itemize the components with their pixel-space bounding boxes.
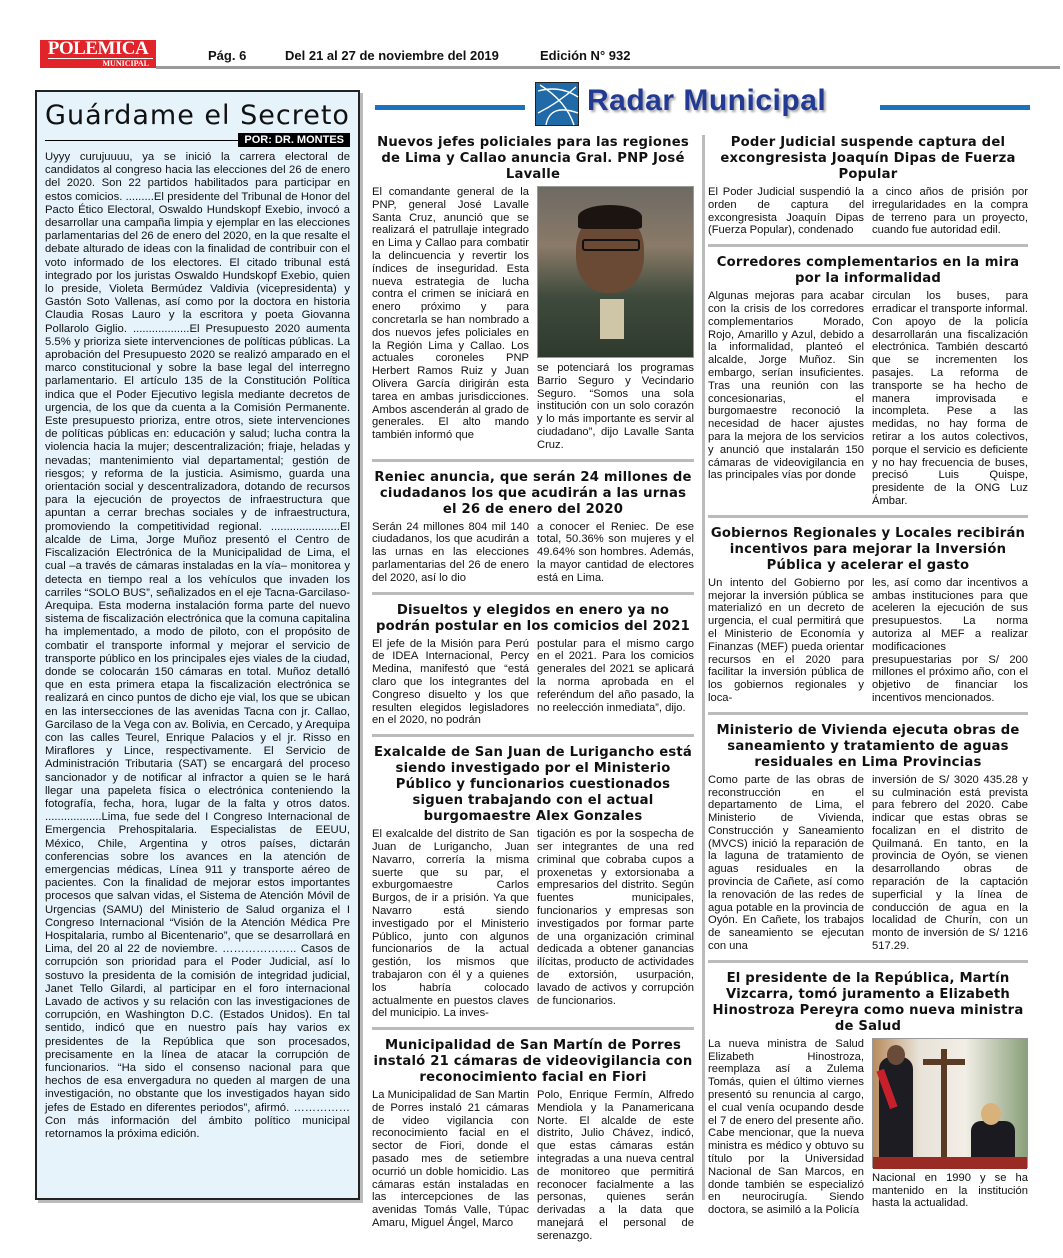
article-headline: Reniec anuncia, que serán 24 millones de ciudadanos los que acudirán a las urnas el 26 de enero del 2020 [374,469,692,517]
article-headline: Ministerio de Vivienda ejecuta obras de saneamiento y tratamiento de aguas residuales en Lima Provincias [716,722,1020,770]
article-dipas [708,135,1028,247]
article-text: El Poder Judicial suspendió la orden de captura del excongresista Joaquín Dipas (Fuerza Popular), condenado [708,186,864,237]
article-text: La Municipalidad de San Martin de Porres instaló 21 cámaras de video vigilancia con reconocimiento facial en el sector de Fiori, donde el pasado mes de setiembre ocurrió un doble homicidio. Las cámaras están instaladas en las intercepciones de las avenidas Tomás Valle, Túpac Amaru, Miguel Ángel, Marco [372,1089,529,1230]
right-column [708,135,1028,1232]
article-headline: Exalcalde de San Juan de Lurigancho está siendo investigado por el Ministerio Público y funcionarios cuestionados siguen trabajando con el actual burgomaestre Alex Gonzales [373,745,693,825]
article-text: a conocer el Reniec. De ese total, 50.36% son mujeres y el 49.64% son hombres. Además, la mayor cantidad de electores está en Lima. [537,520,694,584]
section-rule-left [375,105,525,110]
article-headline: Disueltos y elegidos en enero ya no podrán postular en los comicios del 2021 [376,602,690,634]
article-text: les, así como dar incentivos a ambas instituciones para que aceleren la ejecución de sus presupuestos. La norma autoriza al MEF a realizar modificaciones presupuestarias por S/ 200 millones el próximo año, con el objetivo de financiar los incentivos mencionados. [872,576,1028,704]
article-text: El jefe de la Misión para Perú de IDEA Internacional, Percy Medina, manifestó que “está claro que los integrantes del Congreso disuelto y los que resulten elegidos legisladores en el 2020, no podrán [372,637,529,727]
article-text: Como parte de las obras de reconstrucción en el departamento de Lima, el Ministerio de Vivienda, Construcción y Saneamiento (MVCS) inició la reparación de la laguna de tratamiento de aguas residuales en la provincia de Cañete, así como la renovación de las redes de agua potable en la provincia de Oyón. En Cañete, los trabajos de saneamiento se ejecutan con una [708,773,864,953]
radar-logo-icon [535,82,579,126]
article-smp-cameras [372,1038,694,1250]
section-header [375,80,1035,128]
article-text: circulan los buses, para erradicar el transporte informal. Con apoyo de la policía desarrollarán una fiscalización electrónica. También descartó que se incrementen los pasajes. La reforma de transporte se ha hecho de manera improvisada e incompleta. Pese a las medidas, no hay forma de retirar a los autos colectivos, porque el servicio es deficiente y no hay frecuencia de buses, precisó Luis Quispe, presidente de la ONG Luz Ámbar. [872,290,1028,507]
edition-number: Edición N° 932 [540,48,631,63]
article-text: inversión de S/ 3020 435.28 y su culminación está prevista para febrero del 2020. Cabe indicar que estas obras se focalizan en el distrito de Quilmaná. En tanto, en la provincia de Oyón, se vienen desarrollando obras de reparación de la captación superficial y la línea de conducción de agua en la localidad de Churín, con un monto de inversión de S/ 1216 517.29. [872,773,1028,953]
byline-row [45,133,350,147]
article-dissolved-congress [372,603,694,738]
article-reniec [372,470,694,595]
article-text: Polo, Enrique Fermín, Alfredo Mendiola y la Panamericana Norte. El alcalde de este distrito, Julio Chávez, indicó, que estas cámaras están integradas a una nueva central de monitoreo que permitirá reconocer facialmente a las personas, quienes serán derivadas a la data que manejará el personal de serenazgo. [537,1089,694,1242]
police-general-photo [537,186,694,358]
article-sjl-former-mayor [372,745,694,1030]
issue-dates: Del 21 al 27 de noviembre del 2019 [285,48,499,63]
article-police-chiefs [372,135,694,462]
column-divider [702,135,705,1200]
article-text: tigación es por la sospecha de ser integrantes de una red criminal que cobraba cupos a proxenetas y extorsionaba a empresarios del distrito. Según fuentes municipales, funcionarios y empresas son investigados por formar parte de una organización criminal dedicada a obtener ganancias ilícitas, producto de actividades de extorsión, usurpación, lavado de activos y corrupción de funcionarios. [537,828,694,1007]
article-headline: Poder Judicial suspende captura del excongresista Joaquín Dipas de Fuerza Popular [720,135,1016,182]
article-housing-ministry [708,723,1028,963]
article-corridors [708,255,1028,518]
header-rule [156,66,1060,69]
column-body: Uyyy curujuuuu, ya se inició la carrera electoral de candidatos al congreso hacia las elecciones del 26 de enero del 2020. Son 22 partidos habilitados para participar en estos comicios. .........El presidente del Tribunal de Honor del Pacto Ético Electoral, Oswaldo Hundskopf Exebio, invocó a desarrollar una campaña limpia y ejemplar en las elecciones parlamentarias del 26 de enero del 2020, en la que resalte el debate alturado de ideas con la finalidad de contribuir con el voto informado de los electores. El citado tribunal está integrado por los juristas Oswaldo Hundskopf Exebio, quien lo preside, Violeta Bermúdez Valdivia (vicepresidenta) y Gastón Soto Vallenas, así como por la doctora en historia Claudia Rosas Lauro y la escritora y poeta Giovanna Pollarolo Giglio. ..................El Presupuesto 2020 aumenta 5.5% y prioriza siete intervenciones de políticas públicas. La aprobación del Presupuesto 2020 se realizó amparado en el marco constitucional y sobre la base legal del interregno parlamentario. El artículo 135 de la Constitución Política indica que el Poder Ejecutivo legisla mediante decretos de urgencia, de los que da cuenta a la Comisión Permanente. Este presupuesto prioriza, entre otros, siete intervenciones de políticas públicas en: educación y salud; lucha contra la violencia hacia la mujer; descentralización; friaje, heladas y nevadas; mantenimiento vial departamental; gestión de riesgos; y reforma de la justicia. Asimismo, guarda una orientación social y descentralizadora, dotando de recursos para la ejecución de proyectos de infraestructura que apuntan a cerrar brechas sociales y de infraestructura, promoviendo la competitividad regional. ......................El alcalde de Lima, Jorge Muñoz presentó el Centro de Fiscalización Electrónica de la Municipalidad de Lima, el cual –a través de cámaras instaladas en la vía– monitorea y detecta en tiempo real a los vehículos que invaden los carriles “SOLO BUS”, señalizados en el eje Tacna-Garcilaso-Arequipa. Esta moderna instalación forma parte del nuevo sistema de fiscalización electrónica que la comuna capitalina ha implementado, a modo de piloto, con el propósito de combatir el transporte informal y mejorar el servicio de transporte público en los principales ejes viales de la ciudad, donde se colocarán 150 cámaras en total. Muñoz detalló que en esta primera etapa la fiscalización electrónica se realizará en cinco puntos de dicho eje vial, los que se ubican en las intersecciones de las avenidas Tacna con jr. Callao, Garcilaso de la Vega con av. Bolivia, en Cercado, y Arequipa con las calles Teurel, Enrique Palacios y el jr. Risso en Miraflores y Lince, respectivamente. El Servicio de Administración Tributaria (SAT) se encargará del proceso sancionador y de notificar al infractor a quien se le hará llegar una papeleta física o electrónica conteniendo la fotografía, fecha, hora, lugar de la falta y otros datos. ..................Lima, fue sede del I Congreso Internacional de Emergencia Prehospitalaria. Especialistas de EEUU, México, Chile, Argentina y otros países, dictarán conferencias sobre los avances en la atención de emergencias médicas, Línea 911 y transporte aéreo de pacientes. Con la finalidad de mejorar estos importantes procesos que salvan vidas, el Sistema de Atención Móvil de Urgencias (SAMU) del Ministerio de Salud organiza el I Congreso Internacional “Visión de la Atención Médica Pre Hospitalaria, rumbo al Bicentenario”, que se desarrollará en Lima, del 20 al 22 de noviembre. ……………….. Casos de corrupción son prioridad para el Poder Judicial, así lo sostuvo la presidenta de la comisión de integridad judicial, Janet Tello Gilardi, al participar en el foro internacional Lavado de activos y su relación con las investigaciones de corrupción, en Washington D.C. (Estados Unidos). En tal sentido, indicó que en nuestro país hay varios ex presidentes de la República que son procesados, precisamente en la línea de atacar la corrupción de funcionarios. “Ha sido el consenso nacional para que hechos de esa envergadura no queden al margen de una investigación, no obstante que los investigados hayan sido jefes de Estado en diferentes periodos”, afirmó. ……………Con más información del ámbito político municipal retornamos la próxima edición. [45,151,350,1141]
article-text: a cinco años de prisión por irregularidades en la compra de terreno para un proyecto, cuando fue autoridad edil. [872,186,1028,237]
byline-rule [45,140,238,141]
gossip-column [35,90,360,1200]
article-regional-incentives [708,526,1028,715]
article-health-minister [708,971,1028,1224]
masthead [40,38,1060,68]
article-text: se potenciará los programas Barrio Seguro y Vecindario Seguro. “Somos una sola institución con un solo corazón y lo más importante es servir al ciudadano”, dijo Lavalle Santa Cruz. [537,362,694,451]
page-number: Pág. 6 [208,48,247,63]
article-text: Nacional en 1990 y se ha mantenido en la institución hasta la actualidad. [872,1171,1028,1210]
byline: POR: DR. MONTES [238,133,350,147]
article-text: La nueva ministra de Salud Elizabeth Hinostroza, reemplaza así a Zulema Tomás, quien el último viernes presentó su renuncia al cargo, el cual venía ocupando desde el 7 de enero del presente año. Cabe mencionar, que la nueva ministra es médico y obtuvo su título por la Universidad Nacional de San Marcos, en donde también se especializó en neurocirugía. Siendo doctora, se asimiló a la Policía [708,1037,864,1217]
article-headline: Corredores complementarios en la mira por la informalidad [716,255,1020,287]
article-text: Serán 24 millones 804 mil 140 ciudadanos, los que acudirán a las urnas en las elecciones parlamentarias del 26 de enero del 2020, así lo dio [372,520,529,584]
article-text: El exalcalde del distrito de San Juan de Lurigancho, Juan Navarro, correría la misma suerte que su par, el exburgomaestre Carlos Burgos, de ir a prisión. Ya que Navarro está siendo investigado por el Ministerio Público, junto con algunos funcionarios de la actual gestión, los mismos que trabajaron con él y a quienes los habría colocado actualmente en puestos claves del municipio. La inves- [372,828,529,1020]
article-text: Algunas mejoras para acabar con la crisis de los corredores complementarios Morado, Rojo, Amarillo y Azul, debido a la informalidad, planteó el alcalde, Jorge Muñoz. Sin embargo, serían insuficientes. Tras una reunión con las concesionarias, el burgomaestre reconoció la necesidad de hacer ajustes para la mejora de los servicios y anunció que instalarán 150 cámaras de videovigilancia en las principales vías por donde [708,290,864,482]
middle-column [372,135,694,1258]
article-headline: Gobiernos Regionales y Locales recibirán incentivos para mejorar la Inversión Pública y acelerar el gasto [710,525,1026,573]
article-headline: Nuevos jefes policiales para las regiones de Lima y Callao anuncia Gral. PNP José Lavalle [377,135,689,182]
article-text: El comandante general de la PNP, general José Lavalle Santa Cruz, anunció que se realizará el patrullaje integrado en Lima y Callao para combatir la delincuencia y revertir los índices de inseguridad. Esta nueva estrategia de lucha contra el crimen se iniciará en enero próximo y para concretarla se han nombrado a dos nuevos jefes policiales en la Región Lima y Callao. Los actuales coroneles PNP Herbert Ramos Ruiz y Juan Olivera García dirigirán esta tarea en ambas jurisdicciones. Ambos ascenderán al grado de generales. El alto mando también informó que [372,186,529,442]
swearing-in-photo [872,1038,1028,1168]
article-text: postular para el mismo cargo en el 2021. Para los comicios generales del 2021 se aplicará la norma aprobada en el referéndum del año pasado, la no reelección inmediata”, dijo. [537,637,694,714]
article-headline: El presidente de la República, Martín Vizcarra, tomó juramento a Elizabeth Hinostroza Pereyra como nueva ministra de Salud [712,970,1024,1034]
article-headline: Municipalidad de San Martín de Porres instaló 21 cámaras de videovigilancia con reconocimiento facial en Fiori [373,1038,693,1086]
section-title: Radar Municipal [587,84,827,117]
section-rule-right [880,105,1030,110]
polemica-logo: POLEMICA MUNICIPAL [40,40,156,68]
article-text: Un intento del Gobierno por mejorar la inversión pública se materializó en un decreto de urgencia, el cual permitirá que el Ministerio de Economía y Finanzas (MEF) pueda orientar recursos en el 2020 para facilitar la inversión pública de los gobiernos regionales y loca- [708,576,864,704]
column-title: Guárdame el Secreto [45,100,350,131]
